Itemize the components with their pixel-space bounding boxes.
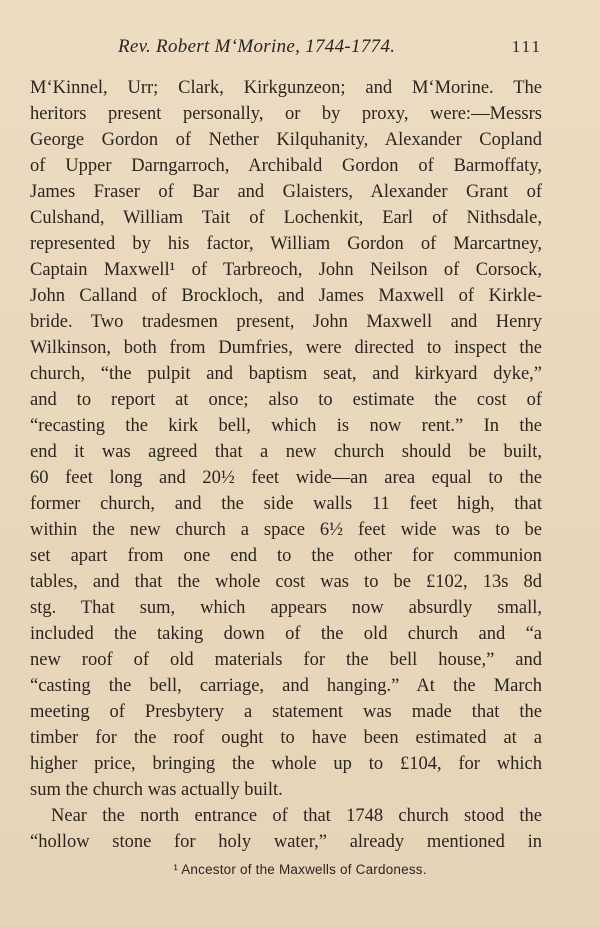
paragraph-end-line: sum the church was actually built. bbox=[30, 780, 283, 800]
text-line: bride. Two tradesmen present, John Maxwell and Henry bbox=[30, 312, 542, 332]
text-line: represented by his factor, William Gordon of Marcartney, bbox=[30, 234, 542, 254]
text-line: Wilkinson, both from Dumfries, were directed to inspect the bbox=[30, 338, 542, 358]
text-line: Culshand, William Tait of Lochenkit, Earl of Nithsdale, bbox=[30, 208, 542, 228]
text-line: tables, and that the whole cost was to be £102, 13s 8d bbox=[30, 572, 542, 592]
text-line: church, “the pulpit and baptism seat, and kirkyard dyke,” bbox=[30, 364, 542, 384]
text-line: and to report at once; also to estimate the cost of bbox=[30, 390, 542, 410]
text-line: George Gordon of Nether Kilquhanity, Alexander Copland bbox=[30, 130, 542, 150]
body-text bbox=[30, 75, 542, 855]
page-number: 111 bbox=[511, 37, 542, 56]
text-line: included the taking down of the old church and “a bbox=[30, 624, 542, 644]
text-line: former church, and the side walls 11 feet high, that bbox=[30, 494, 542, 514]
text-line: new roof of old materials for the bell house,” and bbox=[30, 650, 542, 670]
text-line: heritors present personally, or by proxy, were:—Messrs bbox=[30, 104, 542, 124]
paragraph-start-line: Near the north entrance of that 1748 church stood the bbox=[51, 806, 542, 826]
text-line: 60 feet long and 20½ feet wide—an area equal to the bbox=[30, 468, 542, 488]
text-line: set apart from one end to the other for communion bbox=[30, 546, 542, 566]
text-line: end it was agreed that a new church should be built, bbox=[30, 442, 542, 462]
text-line: James Fraser of Bar and Glaisters, Alexander Grant of bbox=[30, 182, 542, 202]
text-line: “casting the bell, carriage, and hanging.” At the March bbox=[30, 676, 542, 696]
text-line: John Calland of Brockloch, and James Maxwell of Kirkle- bbox=[30, 286, 542, 306]
text-line: “recasting the kirk bell, which is now rent.” In the bbox=[30, 416, 542, 436]
text-line: Captain Maxwell¹ of Tarbreoch, John Neilson of Corsock, bbox=[30, 260, 542, 280]
footnote: ¹ Ancestor of the Maxwells of Cardoness. bbox=[173, 862, 427, 877]
text-line: of Upper Darngarroch, Archibald Gordon of Barmoffaty, bbox=[30, 156, 542, 176]
running-title: Rev. Robert M‘Morine, 1744-1774. bbox=[118, 36, 396, 57]
text-line: timber for the roof ought to have been estimated at a bbox=[30, 728, 542, 748]
text-line: within the new church a space 6½ feet wide was to be bbox=[30, 520, 542, 540]
text-line: higher price, bringing the whole up to £104, for which bbox=[30, 754, 542, 774]
running-head bbox=[0, 36, 600, 64]
text-line: meeting of Presbytery a statement was made that the bbox=[30, 702, 542, 722]
text-line: stg. That sum, which appears now absurdly small, bbox=[30, 598, 542, 618]
text-line: M‘Kinnel, Urr; Clark, Kirkgunzeon; and M‘Morine. The bbox=[30, 78, 542, 98]
text-line: “hollow stone for holy water,” already mentioned in bbox=[30, 832, 542, 852]
